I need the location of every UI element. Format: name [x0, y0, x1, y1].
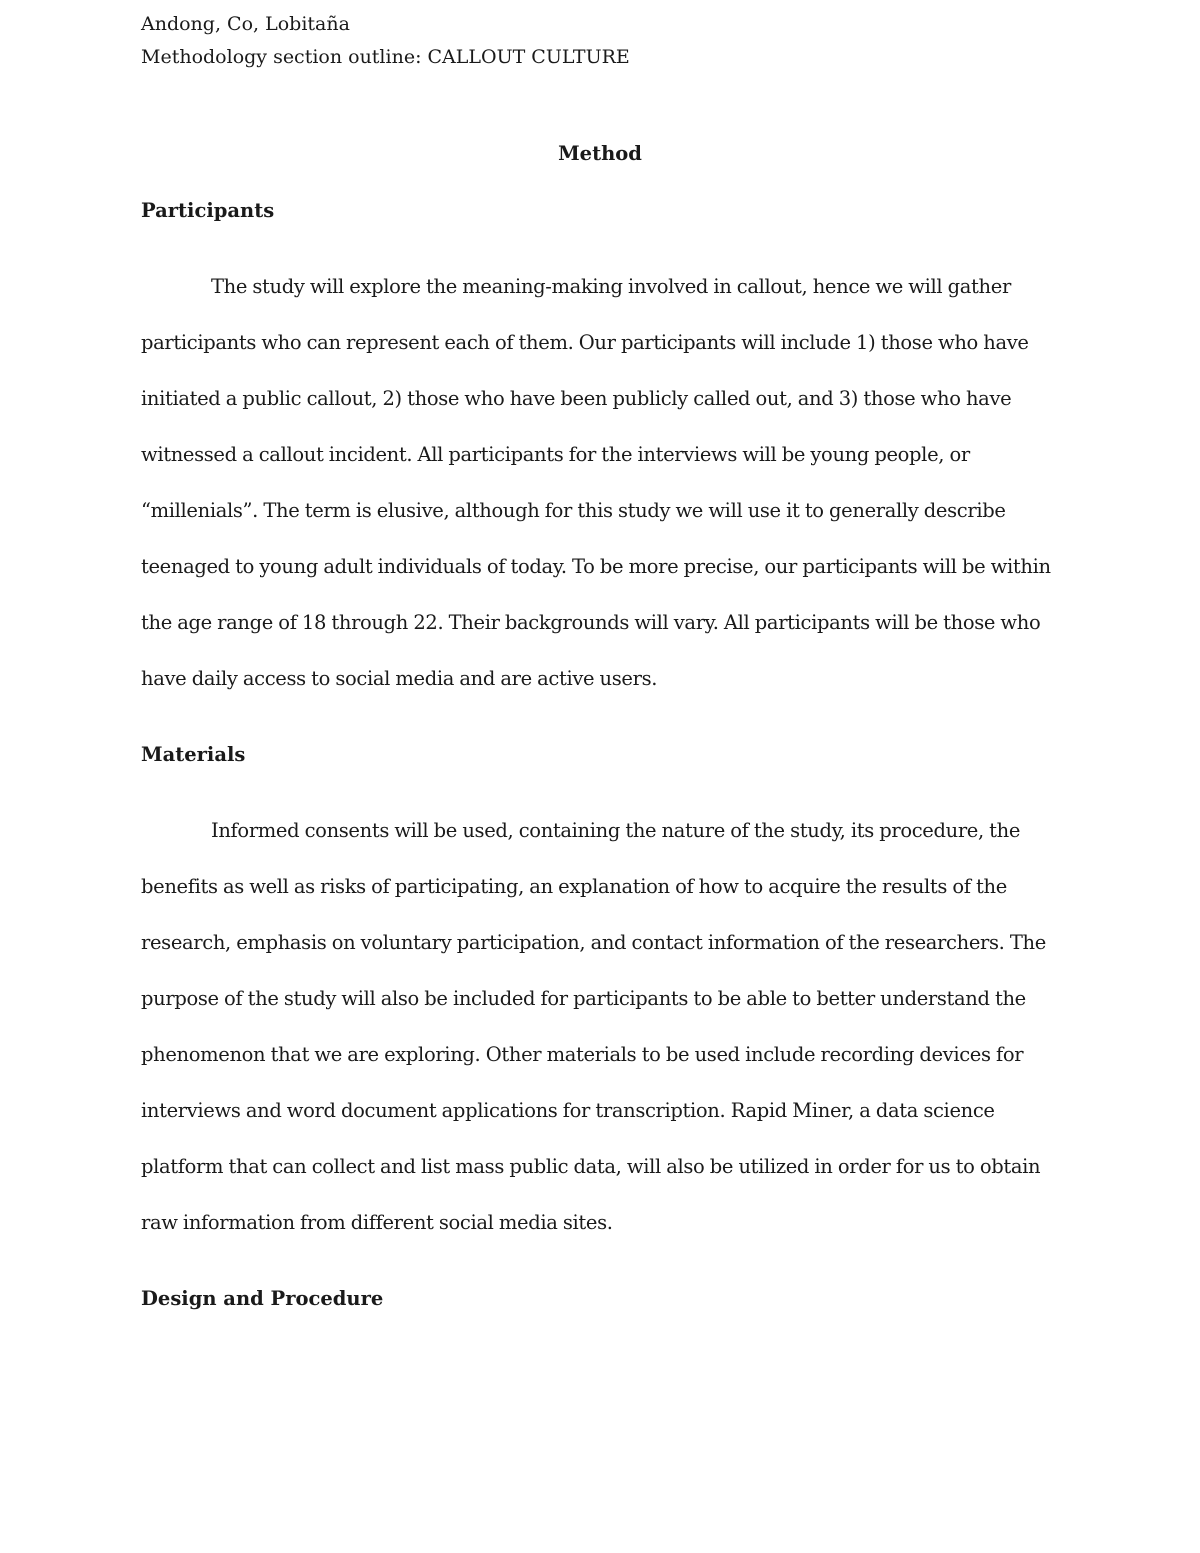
document-title: Method: [558, 142, 642, 165]
paragraph-line: participants who can represent each of them. Our participants will include 1) those who have: [141, 331, 1029, 354]
paragraph-line: research, emphasis on voluntary participation, and contact information of the researchers. The: [141, 931, 1046, 954]
section-heading-materials: Materials: [141, 743, 246, 766]
subtitle-line: Methodology section outline: CALLOUT CULTURE: [141, 46, 630, 68]
paragraph-line: raw information from different social media sites.: [141, 1211, 613, 1234]
section-heading-design-procedure: Design and Procedure: [141, 1287, 384, 1310]
paragraph-line: initiated a public callout, 2) those who have been publicly called out, and 3) those who have: [141, 387, 1012, 410]
section-heading-participants: Participants: [141, 199, 275, 222]
paragraph-line: platform that can collect and list mass public data, will also be utilized in order for us to obtain: [141, 1155, 1041, 1178]
paragraph-line: “millenials”. The term is elusive, although for this study we will use it to generally describe: [141, 499, 1006, 522]
paragraph-line: interviews and word document applications for transcription. Rapid Miner, a data science: [141, 1099, 995, 1122]
paragraph-line: Informed consents will be used, containing the nature of the study, its procedure, the: [211, 819, 1021, 842]
paragraph-line: witnessed a callout incident. All participants for the interviews will be young people, or: [141, 443, 970, 466]
paragraph-line: phenomenon that we are exploring. Other materials to be used include recording devices for: [141, 1043, 1024, 1066]
authors-line: Andong, Co, Lobitaña: [141, 13, 350, 35]
document-header: [141, 8, 1081, 74]
paragraph-line: have daily access to social media and are active users.: [141, 667, 658, 690]
paragraph-line: teenaged to young adult individuals of today. To be more precise, our participants will be within: [141, 555, 1051, 578]
paragraph-line: benefits as well as risks of participating, an explanation of how to acquire the results of the: [141, 875, 1007, 898]
paragraph-line: The study will explore the meaning-making involved in callout, hence we will gather: [211, 275, 1011, 298]
paragraph-line: the age range of 18 through 22. Their backgrounds will vary. All participants will be those who: [141, 611, 1041, 634]
paragraph-line: purpose of the study will also be included for participants to be able to better understand the: [141, 987, 1026, 1010]
